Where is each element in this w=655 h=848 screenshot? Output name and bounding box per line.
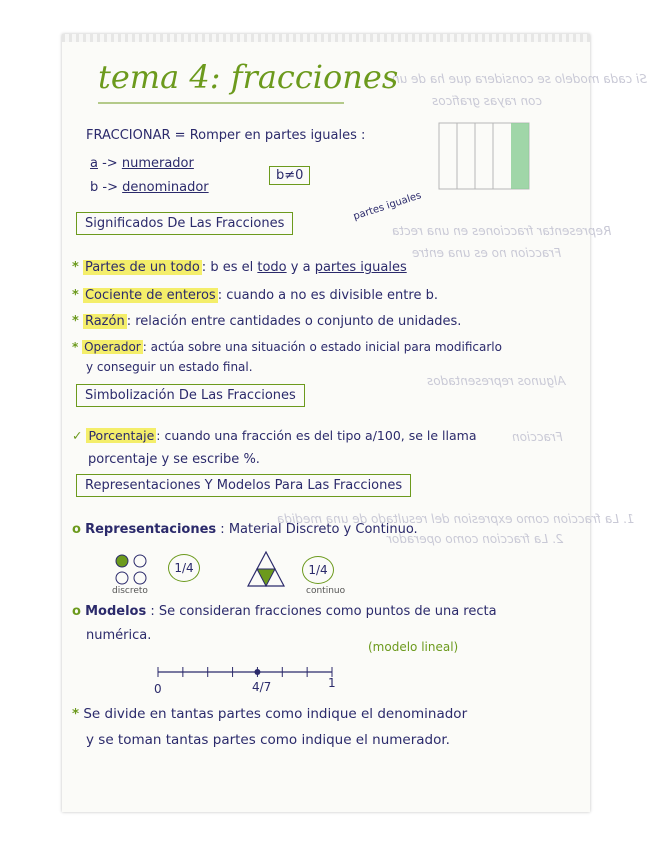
number-line-start: 0 [154, 682, 162, 696]
conclusion-line-2: y se toman tantas partes como indique el numerador. [86, 732, 450, 748]
discrete-label: discreto [112, 586, 148, 596]
meaning-operador-cont: y conseguir un estado final. [86, 360, 253, 374]
models-line: o Modelos : Se consideran fracciones como puntos de una recta [72, 604, 497, 619]
condition-box: b≠0 [269, 166, 310, 185]
bleed-text: 2. La fraccion como operador [387, 532, 564, 546]
bleed-text: Representar fracciones en una recta [392, 224, 612, 238]
models-line-cont: numérica. [86, 628, 152, 643]
representations-line: o Representaciones : Material Discreto y Continuo. [72, 522, 418, 537]
torn-edge [62, 34, 590, 42]
meaning-cociente: * Cociente de enteros : cuando a no es divisible entre b. [72, 288, 438, 303]
percentage-line-cont: porcentaje y se escribe %. [88, 452, 260, 467]
page-title: tema 4: fracciones [98, 58, 399, 96]
annotation-partes-iguales: partes iguales [352, 190, 423, 223]
bleed-text: 1. La fraccion como expresion del resultado de una medida [277, 512, 635, 526]
number-line-point [254, 669, 260, 675]
section-heading-simbolizacion: Simbolización De Las Fracciones [76, 384, 305, 407]
title-underline [98, 100, 348, 106]
number-line-end: 1 [328, 676, 336, 690]
equals-sign: = [174, 128, 186, 143]
numerator-definition: a -> numerador [90, 156, 194, 171]
continuous-label: continuo [306, 586, 346, 596]
bleed-text: Fraccion no es una entre [412, 246, 562, 260]
denominator-definition: b -> denominador [90, 180, 209, 195]
fraccionar-definition: Romper en partes iguales [189, 128, 357, 143]
bleed-text: Fraccion [512, 430, 563, 444]
bleed-text: con rayas graficos [432, 94, 543, 108]
models-note: (modelo lineal) [368, 640, 459, 654]
fraccionar-line [86, 128, 365, 143]
number-line-mark-label: 4/7 [252, 680, 272, 694]
discrete-circles-figure [114, 552, 150, 586]
conclusion-line-1: * Se divide en tantas partes como indique el denominador [72, 706, 468, 722]
percentage-line: ✓ Porcentaje : cuando una fracción es del tipo a/100, se le llama [72, 428, 477, 443]
bleed-text: Algunos representados [427, 374, 566, 388]
fraction-label-continuous: 1/4 [302, 556, 334, 584]
meaning-razon: * Razón : relación entre cantidades o conjunto de unidades. [72, 314, 462, 329]
fraction-bar-drawing [438, 122, 534, 192]
section-heading-significados: Significados De Las Fracciones [76, 212, 293, 235]
section-heading-representaciones: Representaciones Y Modelos Para Las Fracciones [76, 474, 411, 497]
meaning-operador: * Operador : actúa sobre una situación o estado inicial para modificarlo [72, 340, 502, 354]
notebook-page [62, 34, 647, 812]
fraccionar-term: FRACCIONAR [86, 128, 171, 143]
continuous-triangle-figure [246, 550, 286, 588]
fraction-label-discrete: 1/4 [168, 554, 200, 582]
bleed-text: Si cada modelo se considera que ha de un [392, 72, 647, 86]
colon: : [361, 128, 366, 143]
meaning-partes-de-un-todo: * Partes de un todo : b es el todo y a partes iguales [72, 260, 407, 275]
